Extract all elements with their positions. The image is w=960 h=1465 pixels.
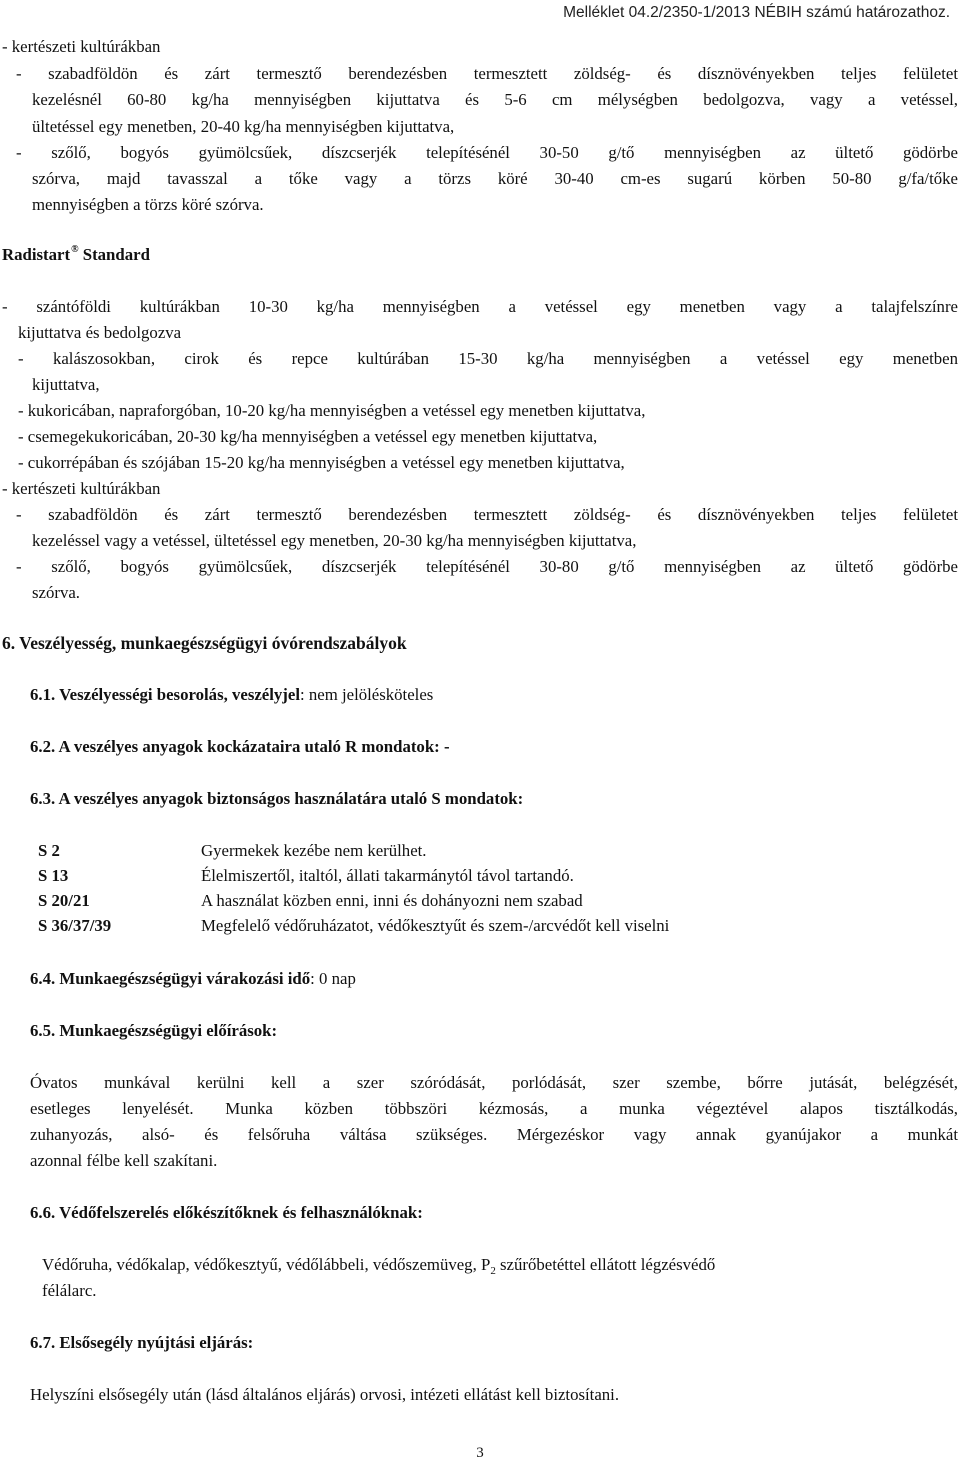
product-suffix: Standard [82,245,150,264]
radistart-line-3: - kalászosokban, cirok és repce kultúrában 15-30 kg/ha mennyiségben a vetéssel egy menetben [18,349,958,368]
intro-line-1: - kertészeti kultúrákban [2,37,161,56]
s-phrase-text: Megfelelő védőruházatot, védőkesztyűt és szem-/arcvédőt kell viselni [201,916,670,935]
product-name: Radistart [2,245,71,264]
section-6-1-label: 6.1. Veszélyességi besorolás, veszélyjel [30,685,301,704]
section-6-7: 6.7. Elsősegély nyújtási eljárás: [30,1333,254,1352]
radistart-line-12: szórva. [32,583,80,602]
s-phrase-code: S 36/37/39 [38,916,112,935]
radistart-line-2: kijuttatva és bedolgozva [18,323,182,342]
document-header: Melléklet 04.2/2350-1/2013 NÉBIH számú határozathoz. [563,4,950,21]
s-phrase-code: S 13 [38,866,69,885]
section-6-4-value: : 0 nap [310,969,356,988]
s-phrase-text: A használat közben enni, inni és dohányozni nem szabad [201,891,583,910]
section-6-2: 6.2. A veszélyes anyagok kockázataira utaló R mondatok: - [30,737,450,756]
section-6-5-line-4: azonnal félbe kell szakítani. [30,1151,218,1170]
s-phrase-code: S 20/21 [38,891,90,910]
section-6-7-line-1: Helyszíni elsősegély után (lásd általános eljárás) orvosi, intézeti ellátást kell biztosítani. [30,1385,620,1404]
intro-line-6: szórva, majd tavasszal a tőke vagy a törzs köré 30-40 cm-es sugarú körben 50-80 g/fa/tőke [32,169,958,188]
radistart-line-6: - csemegekukoricában, 20-30 kg/ha mennyiségben a vetéssel egy menetben kijuttatva, [18,427,598,446]
radistart-line-1: - szántóföldi kultúrákban 10-30 kg/ha mennyiségben a vetéssel egy menetben vagy a talajfelszínre [2,297,958,316]
s-phrase-text: Gyermekek kezébe nem kerülhet. [201,841,427,860]
section-6-6-line-1 [42,1254,715,1278]
intro-line-2: - szabadföldön és zárt termesztő berendezésben termesztett zöldség- és dísznövényekben teljes felületet [16,64,958,83]
radistart-line-4: kijuttatva, [32,375,100,394]
section-6-6-text-b: szűrőbetéttel ellátott légzésvédő [495,1255,716,1274]
section-6-6-text-a: Védőruha, védőkalap, védőkesztyű, védőlábbeli, védőszemüveg, P [42,1255,491,1274]
intro-line-3: kezelésnél 60-80 kg/ha mennyiségben kijuttatva és 5-6 cm mélységben bedolgozva, vagy a vetéssel, [32,90,958,109]
section-6-title: 6. Veszélyesség, munkaegészségügyi óvórendszabályok [2,633,407,653]
radistart-line-7: - cukorrépában és szójában 15-20 kg/ha mennyiségben a vetéssel egy menetben kijuttatva, [18,453,625,472]
radistart-line-5: - kukoricában, napraforgóban, 10-20 kg/ha mennyiségben a vetéssel egy menetben kijuttatva, [18,401,646,420]
radistart-line-11: - szőlő, bogyós gyümölcsűek, díszcserjék telepítésénél 30-80 g/tő mennyiségben az ültető gödörbe [16,557,958,576]
section-6-1 [30,684,433,706]
intro-line-4: ültetéssel egy menetben, 20-40 kg/ha mennyiségben kijuttatva, [32,117,455,136]
section-6-5: 6.5. Munkaegészségügyi előírások: [30,1021,278,1040]
section-6-1-value: : nem jelölésköteles [300,685,434,704]
section-6-6: 6.6. Védőfelszerelés előkészítőknek és felhasználóknak: [30,1203,423,1222]
s-phrase-text: Élelmiszertől, italtól, állati takarmánytól távol tartandó. [201,866,574,885]
section-6-4 [30,968,356,990]
section-6-5-line-2: esetleges lenyelését. Munka közben többszöri kézmosás, a munka végeztével alapos tisztálkodás, [30,1099,958,1118]
radistart-line-10: kezeléssel vagy a vetéssel, ültetéssel egy menetben, 20-30 kg/ha mennyiségben kijuttatva, [32,531,637,550]
page-number: 3 [476,1445,484,1461]
radistart-line-8: - kertészeti kultúrákban [2,479,161,498]
section-6-5-line-3: zuhanyozás, alsó- és felsőruha váltása szükséges. Mérgezéskor vagy annak gyanújakor a munkát [30,1125,958,1144]
intro-line-7: mennyiségben a törzs köré szórva. [32,195,264,214]
product-heading [2,244,150,269]
intro-line-5: - szőlő, bogyós gyümölcsűek, díszcserjék telepítésénél 30-50 g/tő mennyiségben az ültető gödörbe [16,143,958,162]
section-6-6-line-2: félálarc. [42,1281,97,1300]
section-6-5-line-1: Óvatos munkával kerülni kell a szer szóródását, porlódását, szer szembe, bőrre jutását, belégzését, [30,1073,958,1092]
subscript-2: 2 [490,1265,496,1277]
radistart-line-9: - szabadföldön és zárt termesztő berendezésben termesztett zöldség- és dísznövényekben teljes felületet [16,505,958,524]
s-phrase-code: S 2 [38,841,60,860]
section-6-3: 6.3. A veszélyes anyagok biztonságos használatára utaló S mondatok: [30,789,524,808]
registered-mark: ® [71,244,79,255]
section-6-4-label: 6.4. Munkaegészségügyi várakozási idő [30,969,311,988]
